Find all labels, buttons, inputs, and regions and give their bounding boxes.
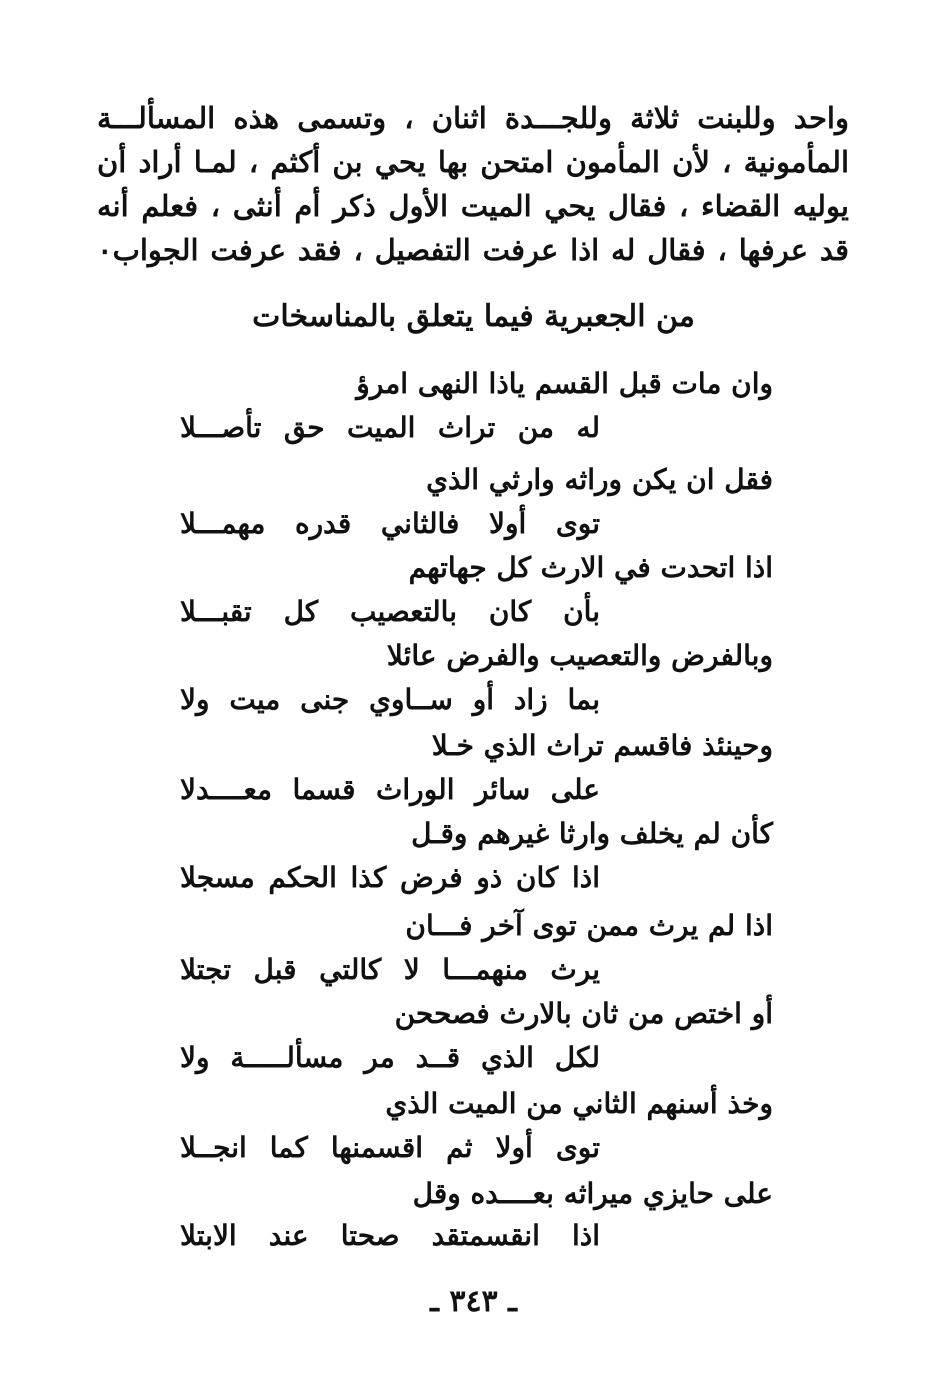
prose-paragraph (97, 96, 849, 272)
paragraph-line: قد عرفها ، فقال له اذا عرفت التفصيل ، فقد عرفت الجواب٠ (97, 233, 849, 267)
verse-line: على حايزي ميراثه بعــــده وقل (412, 1177, 773, 1210)
verse-line: بأن كان بالتعصيب كل تقبـــلا (180, 595, 600, 628)
verse-line: وان مات قبل القسم ياذا النهى امرؤ (356, 367, 773, 400)
verse-line: وبالفرض والتعصيب والفرض عائلا (386, 639, 773, 672)
verse-line: اذا لم يرث ممن توى آخر فـــان (405, 909, 773, 942)
verse-line: يرث منهمـــا لا كالتي قبل تجتلا (180, 953, 600, 986)
page-number: ـ ٣٤٣ ـ (430, 1284, 517, 1319)
verse-line: كأن لم يخلف وارثا غيرهم وقـل (411, 817, 773, 850)
verse-line: وحينئذ فاقسم تراث الذي خـلا (431, 729, 773, 762)
verse-line: اذا اتحدت في الارث كل جهاتهم (408, 551, 773, 584)
verse-line: فقل ان يكن وراثه وارثي الذي (426, 463, 773, 496)
paragraph-line: المأمونية ، لأن المأمون امتحن بها يحي بن أكثم ، لمـا أراد أن (97, 145, 849, 179)
verse-line: اذا انقسمتقد صحتا عند الابتلا (180, 1219, 600, 1252)
paragraph-line: يوليه القضاء ، فقال يحي الميت الأول ذكر أم أنثى ، فعلم أنه (97, 189, 849, 223)
verse-line: له من تراث الميت حق تأصـــلا (180, 411, 600, 444)
verse-line: أو اختص من ثان بالارث فصححن (394, 997, 773, 1030)
verse-line: على سائر الوراث قسما معــــدلا (180, 773, 600, 806)
verse-line: لكل الذي قــد مر مسألـــــة ولا (180, 1041, 600, 1074)
section-heading: من الجعبرية فيما يتعلق بالمناسخات (252, 299, 695, 334)
verse-line: توى أولا فالثاني قدره مهمـــلا (180, 507, 600, 540)
verse-line: اذا كان ذو فرض كذا الحكم مسجلا (180, 861, 600, 894)
verse-line: وخذ أسنهم الثاني من الميت الذي (385, 1087, 773, 1120)
paragraph-line: واحد وللبنت ثلاثة وللجـــدة اثنان ، وتسمى هذه المسألـــة (97, 101, 849, 135)
verse-line: بما زاد أو ســاوي جنى ميت ولا (180, 683, 600, 716)
verse-line: توى أولا ثم اقسمنها كما انجــلا (180, 1131, 600, 1164)
